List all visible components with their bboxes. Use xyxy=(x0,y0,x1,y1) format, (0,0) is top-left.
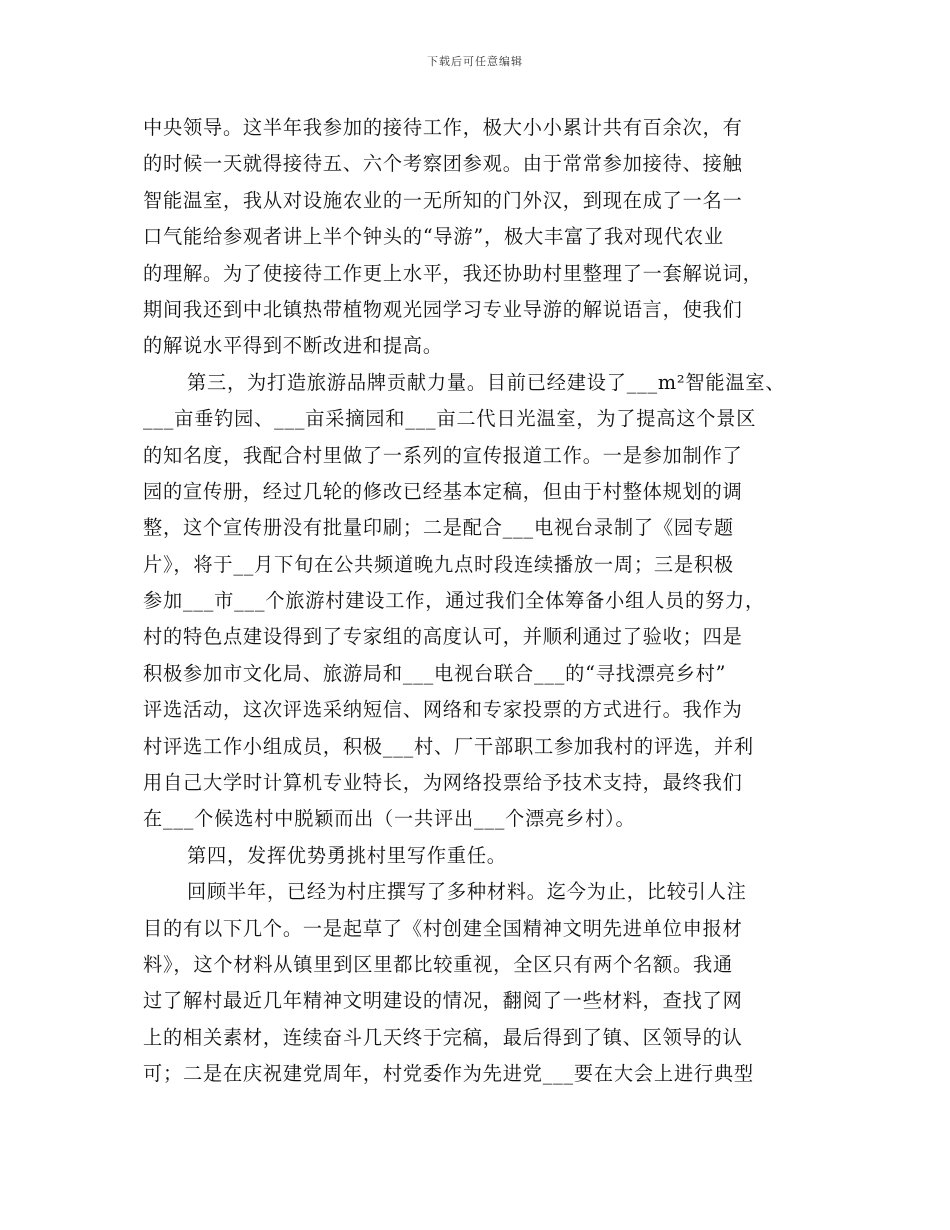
document-body xyxy=(143,110,808,1093)
text-line: 口气能给参观者讲上半个钟头的“导游”，极大丰富了我对现代农业 xyxy=(143,225,724,249)
text-line: 上的相关素材，连续奋斗几天终于完稿，最后得到了镇、区领导的认 xyxy=(143,1025,743,1049)
text-line: 目的有以下几个。一是起草了《村创建全国精神文明先进单位申报材 xyxy=(143,916,743,940)
text-line: 评选活动，这次评选采纳短信、网络和专家投票的方式进行。我作为 xyxy=(143,698,743,722)
text-line: 园的宣传册，经过几轮的修改已经基本定稿，但由于村整体规划的调 xyxy=(143,479,743,503)
text-line: 可；二是在庆祝建党周年，村党委作为先进党___要在大会上进行典型 xyxy=(143,1062,754,1086)
text-line: 的解说水平得到不断改进和提高。 xyxy=(143,334,443,358)
text-line: 过了解村最近几年精神文明建设的情况，翻阅了一些材料，查找了网 xyxy=(143,989,743,1013)
text-line: 智能温室，我从对设施农业的一无所知的门外汉，到现在成了一名一 xyxy=(143,188,743,212)
text-line: 村的特色点建设得到了专家组的高度认可，并顺利通过了验收；四是 xyxy=(143,625,743,649)
text-line: 用自己大学时计算机专业特长，为网络投票给予技术支持，最终我们 xyxy=(143,771,743,795)
text-line: 积极参加市文化局、旅游局和___电视台联合___的“寻找漂亮乡村” xyxy=(143,661,727,685)
page-header-note: 下载后可任意编辑 xyxy=(427,55,523,68)
text-line: 第四，发挥优势勇挑村里写作重任。 xyxy=(187,843,507,867)
text-line: 在___个候选村中脱颖而出（一共评出___个漂亮乡村）。 xyxy=(143,807,636,831)
text-line: 中央领导。这半年我参加的接待工作，极大小小累计共有百余次，有 xyxy=(143,116,743,139)
text-line: 参加___市___个旅游村建设工作，通过我们全体筹备小组人员的努力， xyxy=(143,589,766,613)
text-line: 的理解。为了使接待工作更上水平，我还协助村里整理了一套解说词， xyxy=(143,261,763,285)
text-line: 村评选工作小组成员，积极___村、厂干部职工参加我村的评选，并利 xyxy=(143,734,754,758)
text-line: 整，这个宣传册没有批量印刷；二是配合___电视台录制了《园专题 xyxy=(143,516,734,540)
text-line: 的时候一天就得接待五、六个考察团参观。由于常常参加接待、接触 xyxy=(143,152,743,176)
text-line: 的知名度，我配合村里做了一系列的宣传报道工作。一是参加制作了 xyxy=(143,443,743,467)
text-line: 期间我还到中北镇热带植物观光园学习专业导游的解说语言，使我们 xyxy=(143,297,743,321)
text-line: 料》，这个材料从镇里到区里都比较重视，全区只有两个名额。我通 xyxy=(143,952,734,976)
text-line: 片》，将于__月下旬在公共频道晚九点时段连续播放一周；三是积极 xyxy=(143,552,734,576)
text-line: ___亩垂钓园、___亩采摘园和___亩二代日光温室，为了提高这个景区 xyxy=(143,407,757,431)
text-line: 回顾半年，已经为村庄撰写了多种材料。迄今为止，比较引人注 xyxy=(187,880,747,904)
text-line: 第三，为打造旅游品牌贡献力量。目前已经建设了___m²智能温室、 xyxy=(187,370,786,394)
